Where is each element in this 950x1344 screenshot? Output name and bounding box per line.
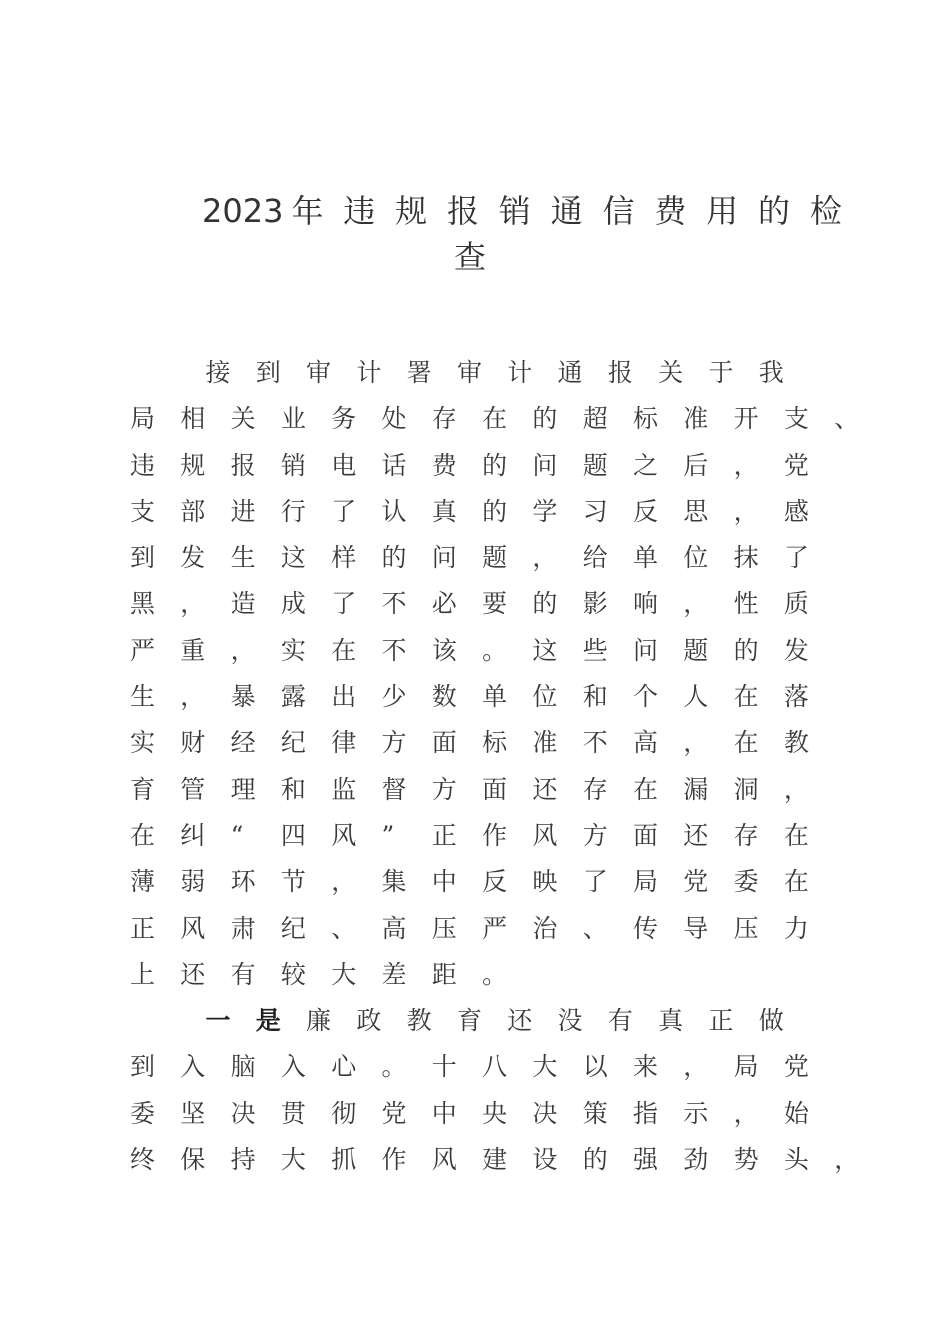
paragraph-line: 正 风 肃 纪 、 高 压 严 治 、 传 导 压 力 — [130, 913, 809, 943]
paragraph-line: 薄 弱 环 节 ， 集 中 反 映 了 局 党 委 在 — [130, 867, 809, 897]
paragraph-line: 严 重 ， 实 在 不 该 。 这 些 问 题 的 发 — [130, 635, 809, 665]
paragraph-line: 一 是 廉 政 教 育 还 没 有 真 正 做 — [205, 1006, 784, 1036]
paragraph-line: 到 发 生 这 样 的 问 题 ， 给 单 位 抹 了 — [130, 543, 809, 573]
document-body — [130, 350, 860, 1183]
title-text: 年违规报销通信费用的检 — [291, 192, 862, 230]
paragraph-line: 在 纠 “ 四 风 ” 正 作 风 方 面 还 存 在 — [130, 820, 809, 850]
title-line-1 — [202, 186, 862, 232]
paragraph-line: 委 坚 决 贯 彻 党 中 央 决 策 指 示 ， 始 — [130, 1098, 809, 1128]
title-line-2: 查 — [454, 238, 487, 276]
paragraph-line: 终 保 持 大 抓 作 风 建 设 的 强 劲 势 头 ， — [130, 1145, 860, 1175]
paragraph-line: 实 财 经 纪 律 方 面 标 准 不 高 ， 在 教 — [130, 728, 809, 758]
title-year: 2023 — [202, 192, 284, 230]
paragraph-line: 黑 ， 造 成 了 不 必 要 的 影 响 ， 性 质 — [130, 589, 809, 619]
paragraph-line: 局 相 关 业 务 处 存 在 的 超 标 准 开 支 、 — [130, 404, 860, 434]
paragraph-line: 生 ， 暴 露 出 少 数 单 位 和 个 人 在 落 — [130, 682, 809, 712]
paragraph-line: 到 入 脑 入 心 。 十 八 大 以 来 ， 局 党 — [130, 1052, 809, 1082]
paragraph-line: 育 管 理 和 监 督 方 面 还 存 在 漏 洞 ， — [130, 774, 809, 804]
paragraph-line: 上 还 有 较 大 差 距 。 — [130, 959, 508, 989]
paragraph-line: 支 部 进 行 了 认 真 的 学 习 反 思 ， 感 — [130, 496, 809, 526]
paragraph-line: 违 规 报 销 电 话 费 的 问 题 之 后 ， 党 — [130, 450, 809, 480]
paragraph-line: 接 到 审 计 署 审 计 通 报 关 于 我 — [205, 358, 784, 387]
